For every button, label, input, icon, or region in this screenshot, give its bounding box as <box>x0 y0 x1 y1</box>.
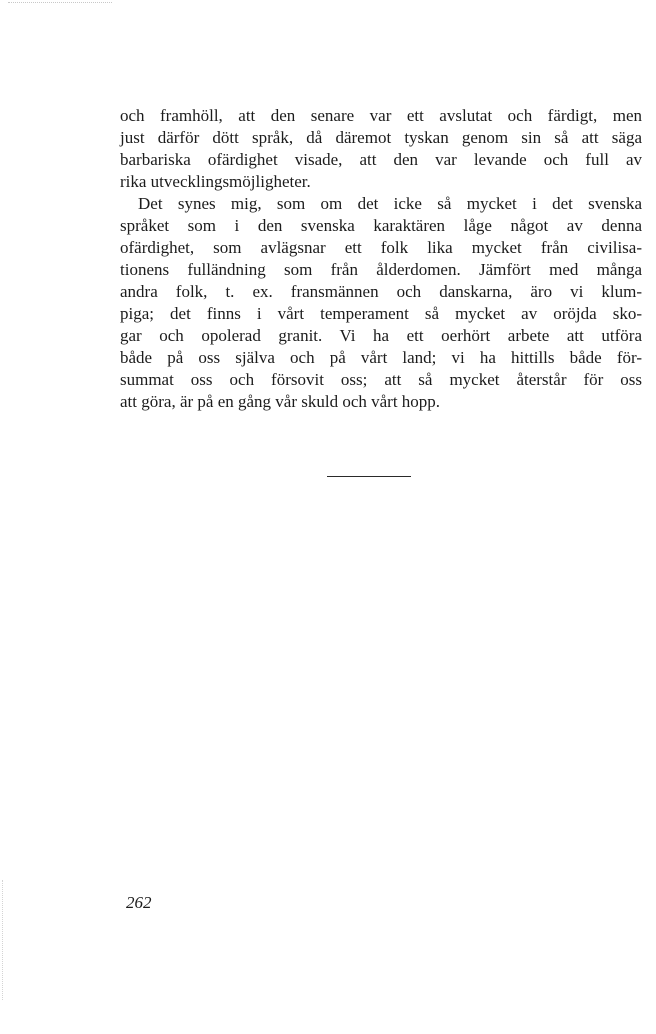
text-line: ofärdighet, som avlägsnar ett folk lika mycket från civilisa- <box>120 238 642 257</box>
text-line: rika utvecklingsmöjligheter. <box>120 172 311 191</box>
section-end-rule <box>327 476 411 477</box>
paragraph-2 <box>120 193 644 413</box>
scan-edge-mark-top <box>8 2 112 3</box>
text-line: språket som i den svenska karaktären låge något av denna <box>120 216 642 235</box>
page-number: 262 <box>126 893 152 912</box>
text-line: både på oss själva och på vårt land; vi ha hittills både för- <box>120 348 642 367</box>
text-line: Det synes mig, som om det icke så mycket i det svenska <box>138 194 642 213</box>
text-line: barbariska ofärdighet visade, att den var levande och full av <box>120 150 642 169</box>
text-line: och framhöll, att den senare var ett avslutat och färdigt, men <box>120 106 642 125</box>
text-line: tionens fulländning som från ålderdomen. Jämfört med många <box>120 260 642 279</box>
text-line: summat oss och försovit oss; att så mycket återstår för oss <box>120 370 642 389</box>
text-line: andra folk, t. ex. fransmännen och danskarna, äro vi klum- <box>120 282 642 301</box>
text-line: just därför dött språk, då däremot tyskan genom sin så att säga <box>120 128 642 147</box>
text-line: gar och opolerad granit. Vi ha ett oerhört arbete att utföra <box>120 326 642 345</box>
text-line: piga; det finns i vårt temperament så mycket av oröjda sko- <box>120 304 642 323</box>
body-text <box>120 105 644 413</box>
paragraph-1 <box>120 105 644 193</box>
scan-edge-mark-left <box>2 880 3 1000</box>
text-line: att göra, är på en gång vår skuld och vårt hopp. <box>120 392 441 411</box>
